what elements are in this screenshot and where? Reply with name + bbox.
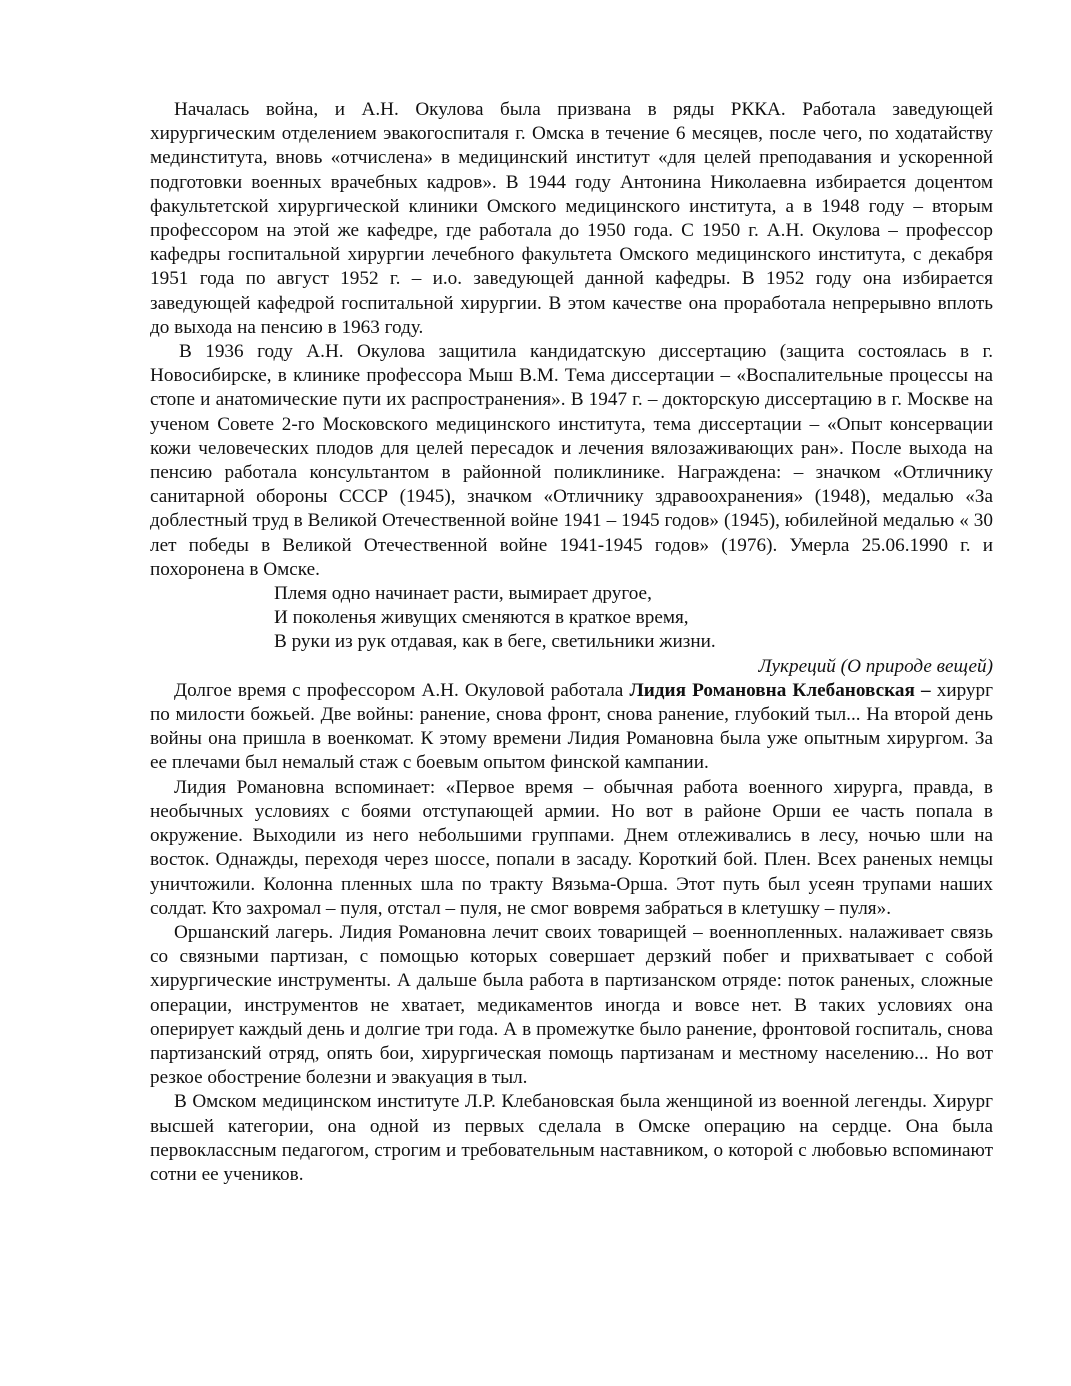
paragraph-war-service: Началась война, и А.Н. Окулова была призвана в ряды РККА. Работала заведующей хирургическим отделением эвакогоспиталя г. Омска в течение 6 месяцев, после чего, по ходатайству мединститута, вновь «отчислена» в медицинский институт «для целей преподавания и ускоренной подготовки военных врачебных кадров». В 1944 году Антонина Николаевна избирается доцентом факультетской хирургической клиники Омского медицинского института, а в 1948 году – вторым профессором на этой же кафедре, где работала до 1950 года. С 1950 г. А.Н. Окулова – профессор кафедры госпитальной хирургии лечебного факультета Омского медицинского института, с декабря 1951 года по август 1952 г. – и.о. заведующей данной кафедры. В 1952 году она избирается заведующей кафедрой госпитальной хирургии. В этом качестве она проработала непрерывно вплоть до выхода на пенсию в 1963 году. bbox=[150, 99, 993, 338]
paragraph-omsk-institute: В Омском медицинском институте Л.Р. Клебановская была женщиной из военной легенды. Хирург высшей категории, она одной из первых сделала в Омске операцию на сердце. Она была первоклассным педагогом, строгим и требовательным наставником, о которой с любовью вспоминают сотни ее учеников. bbox=[150, 1091, 993, 1185]
epigraph-poem bbox=[150, 582, 993, 655]
poem-line: И поколенья живущих сменяются в краткое время, bbox=[274, 607, 689, 629]
paragraph-memories: Лидия Романовна вспоминает: «Первое время – обычная работа военного хирурга, правда, в необычных условиях с боями отступающей армии. Но вот в районе Орши ее часть попала в окружение. Выходили из него небольшими группами. Днем отлеживались в лесу, ночью шли на восток. Однажды, переходя через шоссе, попали в засаду. Короткий бой. Плен. Всех раненых немцы уничтожили. Колонна пленных шла по тракту Вязьма-Орша. Этот путь был усеян трупами наших солдат. Кто захромал – пуля, отстал – пуля, не смог вовремя забраться в клетушку – пуля». bbox=[150, 776, 993, 919]
poem-line: Племя одно начинает расти, вымирает другое, bbox=[274, 583, 652, 605]
paragraph-orsha-camp: Оршанский лагерь. Лидия Романовна лечит своих товарищей – военнопленных. налаживает связь со связными партизан, с помощью которых совершает дерзкий побег и прихватывает с собой хирургические инструменты. А дальше была работа в партизанском отряде: поток раненых, сложные операции, инструментов не хватает, медикаментов иногда и вовсе нет. В таких условиях она оперирует каждый день и долгие три года. А в промежутке было ранение, фронтовой госпиталь, снова партизанский отряд, опять бои, хирургическая помощь партизанам и местному населению... Но вот резкое обострение болезни и эвакуация в тыл. bbox=[150, 921, 993, 1089]
intro-lead-text: Долгое время с профессором А.Н. Окуловой работала bbox=[174, 679, 630, 701]
intro-rest-text: хирург по милости божьей. Две войны: ранение, снова фронт, снова ранение, глубокий тыл... На второй день войны она пришла в военкомат. К этому времени Лидия Романовна была уже опытным хирургом. За ее плечами был немалый стаж с боевым опытом финской кампании. bbox=[150, 679, 993, 774]
poem-attribution: Лукреций (О природе вещей) bbox=[758, 655, 993, 677]
klebanovskaya-name: Лидия Романовна Клебановская – bbox=[629, 679, 931, 701]
paragraph-dissertations: В 1936 году А.Н. Окулова защитила кандидатскую диссертацию (защита состоялась в г. Новосибирске, в клинике профессора Мыш В.М. Тема диссертации – «Воспалительные процессы на стопе и анатомические пути их распространения». В 1947 г. – докторскую диссертацию в г. Москве на ученом Совете 2-го Московского медицинского института, тема диссертации – «Опыт консервации кожи человеческих плодов для целей пересадок и лечения вялозаживающих ран». После выхода на пенсию работала консультантом в районной поликлинике. Награждена: – значком «Отличнику санитарной обороны СССР (1945), значком «Отличнику здравоохранения» (1948), медалью «За доблестный труд в Великой Отечественной войне 1941 – 1945 годов» (1945), юбилейной медалью « 30 лет победы в Великой Отечественной войне 1941-1945 годов» (1976). Умерла 25.06.1990 г. и похоронена в Омске. bbox=[150, 341, 993, 580]
document-page bbox=[150, 98, 993, 1187]
poem-line: В руки из рук отдавая, как в беге, светильники жизни. bbox=[274, 631, 716, 653]
paragraph-klebanovskaya-intro bbox=[150, 679, 993, 776]
